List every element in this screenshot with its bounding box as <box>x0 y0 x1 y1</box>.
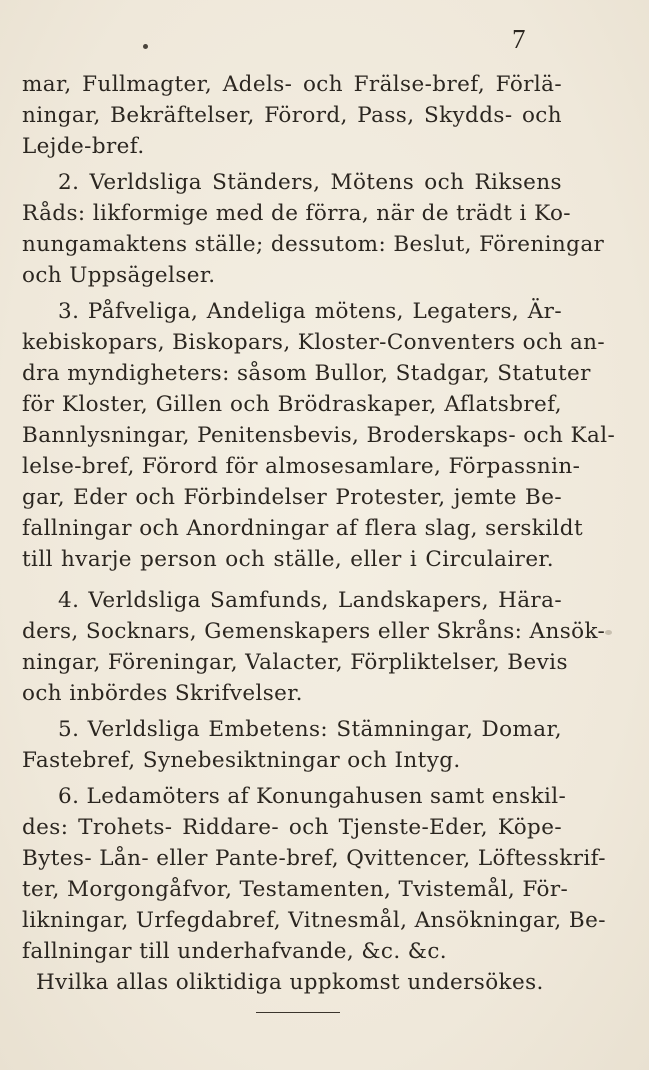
text-line: ningar, Bekräftelser, Förord, Pass, Skydds- och <box>22 103 562 128</box>
text-line: ter, Morgongåfvor, Testamenten, Tvistemål, För- <box>22 877 569 902</box>
text-line: 6. Ledamöters af Konungahusen samt enskil- <box>58 784 567 809</box>
text-line: 5. Verldsliga Embetens: Stämningar, Domar, <box>58 717 562 742</box>
text-line: Lejde-bref. <box>22 134 145 159</box>
ink-speck <box>143 44 148 49</box>
text-line: Fastebref, Synebesiktningar och Intyg. <box>22 748 461 773</box>
text-line: Råds: likformige med de förra, när de trädt i Ko- <box>22 201 571 226</box>
section-divider-rule <box>256 1012 340 1013</box>
text-line: Bannlysningar, Penitensbevis, Broderskaps- och Kal- <box>22 423 616 448</box>
text-line: ders, Socknars, Gemenskapers eller Skråns: Ansök- <box>22 619 606 644</box>
text-line: kebiskopars, Biskopars, Kloster-Conventers och an- <box>22 330 606 355</box>
text-line: till hvarje person och ställe, eller i Circulairer. <box>22 547 554 572</box>
text-line: fallningar till underhafvande, &c. &c. <box>22 939 448 964</box>
text-line: 2. Verldsliga Ständers, Mötens och Riksens <box>58 170 562 195</box>
text-line: för Kloster, Gillen och Brödraskaper, Aflatsbref, <box>22 392 562 417</box>
page-number: 7 <box>512 24 526 54</box>
text-line: fallningar och Anordningar af flera slag, serskildt <box>22 516 583 541</box>
text-line: Hvilka allas oliktidiga uppkomst undersökes. <box>36 970 544 995</box>
text-line: 4. Verldsliga Samfunds, Landskapers, Härа- <box>58 588 562 613</box>
text-line: 3. Påfveliga, Andeliga mötens, Legaters, Är- <box>58 299 562 324</box>
text-line: ningar, Föreningar, Valacter, Förpliktelser, Bevis <box>22 650 568 675</box>
paper-smudge <box>605 630 612 635</box>
text-line: och inbördes Skrifvelser. <box>22 681 303 706</box>
text-line: nungamaktens ställe; dessutom: Beslut, Föreningar <box>22 232 605 257</box>
text-line: lelse-bref, Förord för almosesamlare, Förpassnin- <box>22 454 581 479</box>
text-line: dra myndigheters: såsom Bullor, Stadgar, Statuter <box>22 361 591 386</box>
text-line: gar, Eder och Förbindelser Protester, jemte Be- <box>22 485 562 510</box>
text-line: likningar, Urfegdabref, Vitnesmål, Ansökningar, Be- <box>22 908 606 933</box>
text-line: Bytes- Lån- eller Pante-bref, Qvittencer, Löftesskrif- <box>22 846 606 871</box>
text-line: mar, Fullmagter, Adels- och Frälse-bref, Förlä- <box>22 72 562 97</box>
text-line: des: Trohets- Riddare- och Tjenste-Eder, Köpe- <box>22 815 562 840</box>
text-line: och Uppsägelser. <box>22 263 216 288</box>
